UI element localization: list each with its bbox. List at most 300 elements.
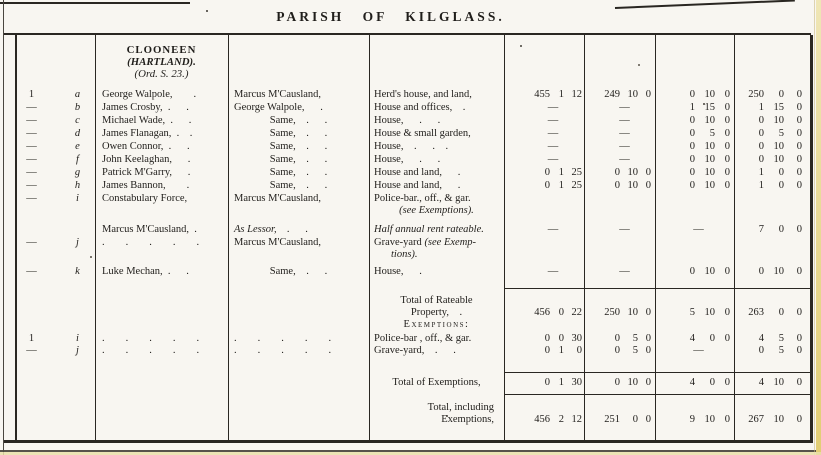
land-value-cell-part: 10	[627, 307, 638, 318]
lessor-cell: Marcus M'Causland,	[234, 89, 322, 100]
buildings-value-cell	[655, 237, 734, 249]
land-value-cell	[584, 295, 655, 307]
lessor-cell: Same, . .	[269, 266, 328, 277]
buildings-value-cell-part: 4	[689, 333, 695, 344]
buildings-value-cell	[655, 319, 734, 331]
total-value-cell	[734, 224, 810, 236]
buildings-value-cell	[655, 89, 734, 101]
table-row	[15, 224, 810, 236]
area-cell-part: 0	[544, 167, 550, 178]
land-value-cell: —	[619, 141, 630, 152]
buildings-value-cell-part: 0	[689, 167, 695, 178]
table-row	[15, 414, 810, 426]
description-cell	[369, 377, 504, 389]
lessor-cell: . . . . .	[234, 333, 332, 344]
grid-hline-exemptions-top	[504, 372, 810, 373]
area-cell-part: 30	[571, 333, 582, 344]
total-value-cell-part: 1	[758, 167, 764, 178]
buildings-value-cell-part: 0	[724, 180, 730, 191]
buildings-value-cell-part: 0	[724, 167, 730, 178]
page-title: PARISH OF KILGLASS.	[276, 9, 505, 24]
area-cell	[504, 307, 584, 319]
land-value-cell-part: 10	[627, 180, 638, 191]
map-ref-cell: —	[26, 128, 37, 139]
description-cell	[369, 237, 504, 249]
lessor-cell: Marcus M'Causland,	[234, 193, 322, 204]
letter-cell: g	[74, 167, 81, 178]
total-value-cell-part: 0	[796, 128, 802, 139]
land-value-cell	[584, 333, 655, 345]
lessor-cell: George Walpole, .	[234, 102, 323, 113]
description-cell	[369, 193, 504, 205]
area-cell	[504, 180, 584, 192]
total-value-cell-part: 0	[796, 333, 802, 344]
land-value-cell	[584, 402, 655, 414]
letter-cell: c	[75, 115, 80, 126]
buildings-value-cell-part: 0	[724, 154, 730, 165]
buildings-value-cell-part: 0	[689, 154, 695, 165]
description-text-italic: (see Exemp-	[424, 237, 477, 248]
letter-cell: b	[74, 102, 81, 113]
description-text: Half annual rent rateable.	[374, 224, 484, 235]
total-value-cell	[734, 319, 810, 331]
description-text: House and land, .	[374, 180, 461, 191]
buildings-value-cell-part: 0	[724, 141, 730, 152]
total-value-cell-part: 0	[758, 154, 764, 165]
total-value-cell-part: 0	[778, 307, 784, 318]
top-rule-left	[0, 2, 190, 4]
lessor-cell	[228, 402, 369, 414]
land-value-cell-part: 0	[645, 333, 651, 344]
buildings-value-cell-part: 4	[689, 377, 695, 388]
area-cell-part: 1	[558, 345, 564, 356]
area-cell	[504, 414, 584, 426]
ordnance-sheet-ref: (Ord. S. 23.)	[134, 68, 189, 80]
area-cell-part: 22	[571, 307, 582, 318]
land-value-cell-part: 10	[627, 167, 638, 178]
lessor-cell	[228, 295, 369, 307]
map-ref-cell: —	[26, 141, 37, 152]
total-value-cell	[734, 193, 810, 205]
description-cell	[369, 89, 504, 101]
buildings-value-cell-part: 10	[704, 167, 715, 178]
total-value-cell-part: 0	[778, 180, 784, 191]
table-row	[15, 193, 810, 205]
buildings-value-cell	[655, 154, 734, 166]
buildings-value-cell-part: 0	[724, 102, 730, 113]
lessor-cell: Marcus M'Causland,	[234, 237, 322, 248]
description-cell	[369, 154, 504, 166]
description-text: Police-bar., off., & gar.	[374, 193, 471, 204]
buildings-value-cell-part: 10	[704, 154, 715, 165]
table-bottom-border	[4, 440, 813, 443]
buildings-value-cell-part: 0	[709, 333, 715, 344]
area-cell-part: 0	[544, 180, 550, 191]
map-ref-cell	[15, 402, 60, 414]
total-value-cell	[734, 402, 810, 414]
total-value-cell-part: 0	[778, 224, 784, 235]
table-row	[15, 266, 810, 278]
occupier-cell: James Bannon, .	[102, 180, 190, 191]
area-cell: —	[547, 141, 559, 152]
description-cell	[369, 295, 504, 307]
description-text: Herd's house, and land,	[374, 89, 472, 100]
total-value-cell-part: 0	[758, 115, 764, 126]
table-row	[15, 102, 810, 114]
buildings-value-cell	[655, 266, 734, 278]
letter-cell: d	[74, 128, 81, 139]
buildings-value-cell-part: 10	[704, 89, 715, 100]
total-value-cell	[734, 128, 810, 140]
land-value-cell	[584, 237, 655, 249]
land-value-cell	[584, 377, 655, 389]
buildings-value-cell-part: 0	[689, 141, 695, 152]
buildings-value-cell-part: 0	[724, 333, 730, 344]
description-cell	[369, 128, 504, 140]
total-value-cell	[734, 154, 810, 166]
description-text: Total, including	[427, 402, 494, 413]
buildings-value-cell-part: 0	[724, 307, 730, 318]
area-cell-part: 0	[558, 333, 564, 344]
total-value-cell-part: 10	[773, 141, 784, 152]
description-cell	[369, 167, 504, 179]
table-row	[15, 154, 810, 166]
land-value-cell: —	[619, 102, 630, 113]
description-text: House and offices, .	[374, 102, 466, 113]
letter-cell: k	[75, 266, 80, 277]
total-value-cell	[734, 295, 810, 307]
land-value-cell-part: 0	[645, 345, 651, 356]
land-value-cell-part: 249	[604, 89, 620, 100]
land-value-cell	[584, 167, 655, 179]
land-value-cell-part: 0	[645, 89, 651, 100]
description-cell	[369, 266, 504, 278]
total-value-cell-part: 0	[796, 266, 802, 277]
lessor-cell	[228, 319, 369, 331]
buildings-value-cell-part: 0	[689, 115, 695, 126]
description-text: Police-bar , off., & gar.	[374, 333, 472, 344]
map-ref-cell	[15, 414, 60, 426]
land-value-cell-part: 0	[632, 414, 638, 425]
total-value-cell-part: 0	[758, 345, 764, 356]
table-row	[15, 167, 810, 179]
occupier-cell: . . . . .	[102, 237, 200, 248]
description-cell	[369, 102, 504, 114]
buildings-value-cell	[655, 141, 734, 153]
total-value-cell-part: 0	[796, 167, 802, 178]
buildings-value-cell-part: 9	[689, 414, 695, 425]
total-value-cell-part: 267	[748, 414, 764, 425]
total-value-cell-part: 5	[778, 345, 784, 356]
letter-cell: a	[74, 89, 81, 100]
description-text: Exemptions:	[403, 319, 470, 330]
occupier-cell: Luke Mechan, . .	[102, 266, 189, 277]
map-ref-cell: —	[26, 180, 37, 191]
total-value-cell-part: 0	[796, 154, 802, 165]
description-cell	[369, 402, 504, 414]
letter-cell: j	[76, 237, 79, 248]
area-cell: —	[547, 102, 559, 113]
description-cell	[369, 141, 504, 153]
total-value-cell-part: 0	[796, 115, 802, 126]
buildings-value-cell-part: 5	[709, 128, 715, 139]
lessor-cell: Same, . .	[269, 141, 328, 152]
buildings-value-cell: —	[693, 345, 704, 356]
buildings-value-cell: —	[693, 224, 704, 235]
land-value-cell-part: 0	[614, 180, 620, 191]
grid-hline-totals-top	[504, 288, 810, 289]
description-cell-line2: tions).	[391, 249, 418, 260]
area-cell-part: 456	[534, 414, 550, 425]
letter-cell	[60, 377, 95, 389]
land-value-cell	[584, 89, 655, 101]
description-cell	[369, 414, 504, 426]
occupier-cell	[95, 295, 228, 307]
letter-cell	[60, 224, 95, 236]
table-row	[15, 237, 810, 249]
area-cell-part: 30	[571, 377, 582, 388]
buildings-value-cell-part: 0	[724, 115, 730, 126]
total-value-cell-part: 0	[796, 224, 802, 235]
lessor-cell: Same, . .	[269, 154, 328, 165]
area-cell: —	[547, 266, 559, 277]
buildings-value-cell-part: 10	[704, 141, 715, 152]
townland-name: CLOONEEN	[126, 44, 197, 56]
total-value-cell-part: 15	[773, 102, 784, 113]
occupier-cell	[95, 307, 228, 319]
total-value-cell	[734, 266, 810, 278]
area-cell	[504, 402, 584, 414]
total-value-cell	[734, 345, 810, 357]
total-value-cell-part: 1	[758, 102, 764, 113]
buildings-value-cell-part: 1	[689, 102, 695, 113]
land-value-cell-part: 5	[632, 345, 638, 356]
letter-cell: h	[74, 180, 81, 191]
letter-cell	[60, 307, 95, 319]
area-cell: —	[547, 115, 559, 126]
buildings-value-cell-part: 10	[704, 115, 715, 126]
table-row	[15, 295, 810, 307]
area-cell-part: 0	[544, 377, 550, 388]
letter-cell	[60, 414, 95, 426]
description-text: Exemptions,	[441, 414, 494, 425]
occupier-cell	[95, 377, 228, 389]
area-cell-part: 1	[558, 167, 564, 178]
area-cell	[504, 237, 584, 249]
buildings-value-cell	[655, 115, 734, 127]
area-cell	[504, 89, 584, 101]
lessor-cell: . . . . .	[234, 345, 332, 356]
table-row	[15, 128, 810, 140]
table-row	[15, 89, 810, 101]
description-text: House, . .	[374, 115, 441, 126]
land-value-cell	[584, 180, 655, 192]
total-value-cell	[734, 377, 810, 389]
buildings-value-cell-part: 0	[689, 128, 695, 139]
table-row	[15, 307, 810, 319]
page-edge-yellow	[816, 0, 821, 455]
lessor-cell	[228, 414, 369, 426]
total-value-cell-part: 4	[758, 333, 764, 344]
area-cell	[504, 167, 584, 179]
buildings-value-cell	[655, 377, 734, 389]
area-cell	[504, 193, 584, 205]
total-value-cell-part: 0	[796, 180, 802, 191]
letter-cell	[60, 295, 95, 307]
buildings-value-cell-part: 0	[689, 180, 695, 191]
total-value-cell-part: 0	[796, 414, 802, 425]
lessor-cell: Same, . .	[269, 115, 328, 126]
total-value-cell-part: 0	[796, 141, 802, 152]
lessor-cell: Same, . .	[269, 128, 328, 139]
total-value-cell-part: 0	[758, 128, 764, 139]
total-value-cell	[734, 237, 810, 249]
map-ref-cell: —	[26, 167, 37, 178]
occupier-cell: Constabulary Force,	[102, 193, 188, 204]
occupier-cell: . . . . .	[102, 345, 200, 356]
total-value-cell-part: 250	[748, 89, 764, 100]
buildings-value-cell-part: 0	[689, 266, 695, 277]
total-value-cell-part: 10	[773, 154, 784, 165]
area-cell-part: 12	[571, 414, 582, 425]
buildings-value-cell	[655, 193, 734, 205]
occupier-cell: Patrick M'Garry, .	[102, 167, 191, 178]
map-ref-cell: —	[26, 266, 37, 277]
letter-cell	[60, 402, 95, 414]
total-value-cell-part: 0	[796, 377, 802, 388]
total-value-cell	[734, 141, 810, 153]
total-value-cell-part: 7	[758, 224, 764, 235]
total-value-cell	[734, 333, 810, 345]
land-value-cell-part: 10	[627, 89, 638, 100]
description-text: Grave-yard	[374, 237, 425, 248]
description-text: House & small garden,	[374, 128, 471, 139]
buildings-value-cell-part: 15	[704, 102, 715, 113]
description-cell	[369, 224, 504, 236]
area-cell-part: 0	[544, 345, 550, 356]
area-cell	[504, 345, 584, 357]
buildings-value-cell	[655, 307, 734, 319]
area-cell-part: 0	[558, 307, 564, 318]
area-cell	[504, 319, 584, 331]
buildings-value-cell	[655, 333, 734, 345]
total-value-cell-part: 10	[773, 377, 784, 388]
total-value-cell	[734, 180, 810, 192]
table-top-border	[4, 33, 811, 35]
area-cell-part: 2	[558, 414, 564, 425]
description-cell-line2: (see Exemptions).	[399, 205, 474, 216]
map-ref-cell	[15, 295, 60, 307]
land-value-cell	[584, 319, 655, 331]
buildings-value-cell	[655, 414, 734, 426]
table-row	[15, 333, 810, 345]
map-ref-cell: —	[26, 115, 37, 126]
description-cell	[369, 319, 504, 331]
map-ref-cell: —	[26, 345, 37, 356]
area-cell-part: 455	[534, 89, 550, 100]
map-ref-cell	[15, 377, 60, 389]
letter-cell	[60, 319, 95, 331]
buildings-value-cell-part: 10	[704, 180, 715, 191]
land-value-cell	[584, 307, 655, 319]
total-value-cell	[734, 307, 810, 319]
land-value-cell: —	[619, 266, 630, 277]
area-cell-part: 0	[576, 345, 582, 356]
scan-speck	[206, 10, 208, 12]
description-cell	[369, 115, 504, 127]
area-cell-part: 0	[544, 333, 550, 344]
lessor-cell	[228, 307, 369, 319]
table-row	[15, 345, 810, 357]
total-value-cell	[734, 414, 810, 426]
total-value-cell-part: 10	[773, 115, 784, 126]
buildings-value-cell-part: 0	[724, 89, 730, 100]
letter-cell: i	[76, 333, 79, 344]
land-value-cell-part: 0	[614, 345, 620, 356]
land-value-cell-part: 0	[614, 167, 620, 178]
table-row	[15, 180, 810, 192]
map-ref-cell: —	[26, 102, 37, 113]
buildings-value-cell	[655, 295, 734, 307]
total-value-cell-part: 5	[778, 128, 784, 139]
description-text: House, . .	[374, 154, 441, 165]
occupier-cell: Marcus M'Causland, .	[102, 224, 197, 235]
buildings-value-cell-part: 10	[704, 266, 715, 277]
land-value-cell: —	[619, 115, 630, 126]
buildings-value-cell	[655, 102, 734, 114]
buildings-value-cell-part: 10	[704, 414, 715, 425]
top-rule-right	[615, 0, 795, 9]
land-value-cell-part: 0	[645, 180, 651, 191]
area-cell: —	[547, 154, 559, 165]
area-cell-part: 12	[571, 89, 582, 100]
land-value-cell: —	[619, 224, 630, 235]
buildings-value-cell-part: 0	[724, 377, 730, 388]
land-value-cell-part: 250	[604, 307, 620, 318]
grid-vline-right	[810, 35, 813, 441]
occupier-cell	[95, 402, 228, 414]
buildings-value-cell	[655, 167, 734, 179]
buildings-value-cell-part: 5	[689, 307, 695, 318]
total-value-cell-part: 10	[773, 266, 784, 277]
table-row	[15, 141, 810, 153]
total-value-cell-part: 10	[773, 414, 784, 425]
area-cell	[504, 333, 584, 345]
letter-cell: f	[76, 154, 79, 165]
area-cell-part: 25	[571, 167, 582, 178]
land-value-cell	[584, 414, 655, 426]
occupier-cell	[95, 414, 228, 426]
letter-cell: e	[75, 141, 80, 152]
land-value-cell: —	[619, 128, 630, 139]
total-value-cell	[734, 89, 810, 101]
map-ref-cell	[15, 224, 60, 236]
buildings-value-cell-part: 0	[724, 414, 730, 425]
total-value-cell-part: 0	[796, 307, 802, 318]
grid-hline-exemptions-bottom	[504, 394, 810, 395]
land-value-cell-part: 0	[645, 414, 651, 425]
buildings-value-cell	[655, 128, 734, 140]
land-value-cell-part: 0	[645, 167, 651, 178]
lessor-cell: Same, . .	[269, 180, 328, 191]
land-value-cell-part: 0	[645, 307, 651, 318]
buildings-value-cell-part: 0	[709, 377, 715, 388]
description-cell	[369, 345, 504, 357]
total-value-cell	[734, 167, 810, 179]
map-ref-cell: —	[26, 237, 37, 248]
letter-cell: j	[76, 345, 79, 356]
lessor-cell: Same, . .	[269, 167, 328, 178]
